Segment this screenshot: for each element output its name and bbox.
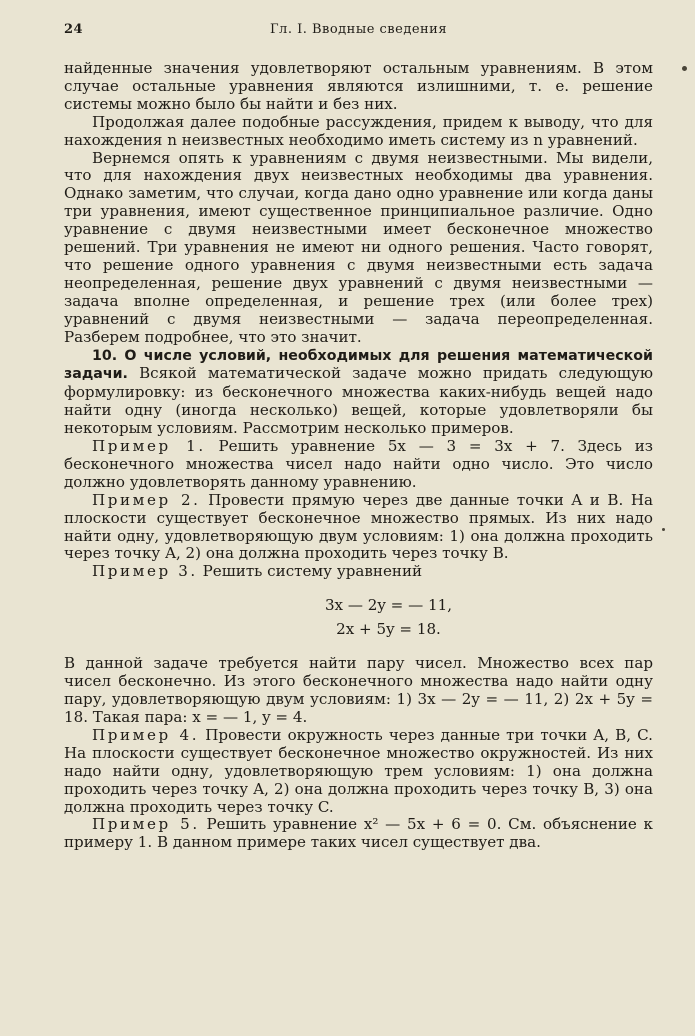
- example-4-text: Провести окружность через данные три точки A, B, C. На плоскости существует бесконечное множество окружностей. Из них надо найти одну, удовлетворяющую трем условиям: 1) она должна проходить через точку A, 2) она должна проходить через точку B, 3) она должна проходить через точку C.: [64, 725, 653, 816]
- example-1-label: Пример 1.: [92, 437, 206, 456]
- example-3-label: Пример 3.: [92, 562, 198, 581]
- example-4-label: Пример 4.: [92, 725, 200, 744]
- example-3: [64, 563, 653, 581]
- section-intro: Всякой математической задаче можно придать следующую формулировку: из бесконечного множества каких-нибудь вещей надо найти одну (иногда несколько) вещей, которые удовлетворяли бы некоторым условиям. Рассмотрим несколько примеров.: [64, 364, 653, 438]
- equation-system: [64, 593, 653, 641]
- equation-1: 3x — 2y = — 11,: [324, 596, 453, 615]
- paragraph-pair-of-numbers: В данной задаче требуется найти пару чисел. Множество всех пар чисел бесконечно. Из этого бесконечного множества надо найти одну пару, удовлетворяющую двум условиям: 1) 3x — 2y = — 11, 2) 2x + 5y = 18. Такая пара: x = — 1, y = 4.: [64, 654, 653, 726]
- body-text: [64, 60, 653, 852]
- example-5-text: Решить уравнение x² — 5x + 6 = 0. См. объяснение к примеру 1. В данном примере таких чисел существует два.: [64, 815, 653, 852]
- paragraph-continuation: найденные значения удовлетворяют остальным уравнениям. В этом случае остальные уравнения являются излишними, т. е. решение системы можно было бы найти и без них.: [64, 59, 653, 113]
- example-5-label: Пример 5.: [92, 815, 200, 834]
- page-number: 24: [64, 22, 84, 37]
- paragraph-n-equations: Продолжая далее подобные рассуждения, придем к выводу, что для нахождения n неизвестных необходимо иметь систему из n уравнений.: [64, 112, 653, 149]
- example-4: [64, 727, 653, 817]
- paragraph-section-10: [64, 347, 653, 439]
- example-2: [64, 492, 653, 564]
- example-1-text: Решить уравнение 5x — 3 = 3x + 7. Здесь из бесконечного множества чисел надо найти одно число. Это число должно удовлетворять данному уравнению.: [64, 437, 653, 491]
- section-heading: 10. О числе условий, необходимых для решения математической задачи.: [64, 347, 653, 383]
- page-header: [64, 22, 653, 44]
- paragraph-two-unknowns: Вернемся опять к уравнениям с двумя неизвестными. Мы видели, что для нахождения двух неизвестных необходимы два уравнения. Однако заметим, что случаи, когда дано одно уравнение или когда даны три уравнения, имеют существенное принципиальное различие. Одно уравнение с двумя неизвестными имеет бесконечное множество решений. Три уравнения не имеют ни одного решения. Часто говорят, что решение одного уравнения с двумя неизвестными есть задача неопределенная, решение двух уравнений с двумя неизвестными — задача вполне определенная, и решение трех (или более трех) уравнений с двумя неизвестными — задача переопределенная. Разберем подробнее, что это значит.: [64, 148, 653, 346]
- equation-2: 2x + 5y = 18.: [336, 620, 441, 639]
- running-title: Гл. I. Вводные сведения: [269, 22, 448, 37]
- ink-speck-mark: [662, 528, 665, 531]
- example-1: [64, 438, 653, 492]
- example-5: [64, 816, 653, 852]
- example-3-text: Решить систему уравнений: [202, 562, 423, 581]
- ink-speck-mark: [682, 66, 687, 71]
- example-2-label: Пример 2.: [92, 490, 201, 509]
- example-2-text: Провести прямую через две данные точки A и B. На плоскости существует бесконечное множество прямых. Из них надо найти одну, удовлетворяющую двум условиям: 1) она должна проходить через точку A, 2) она должна проходить через точку B.: [64, 490, 653, 563]
